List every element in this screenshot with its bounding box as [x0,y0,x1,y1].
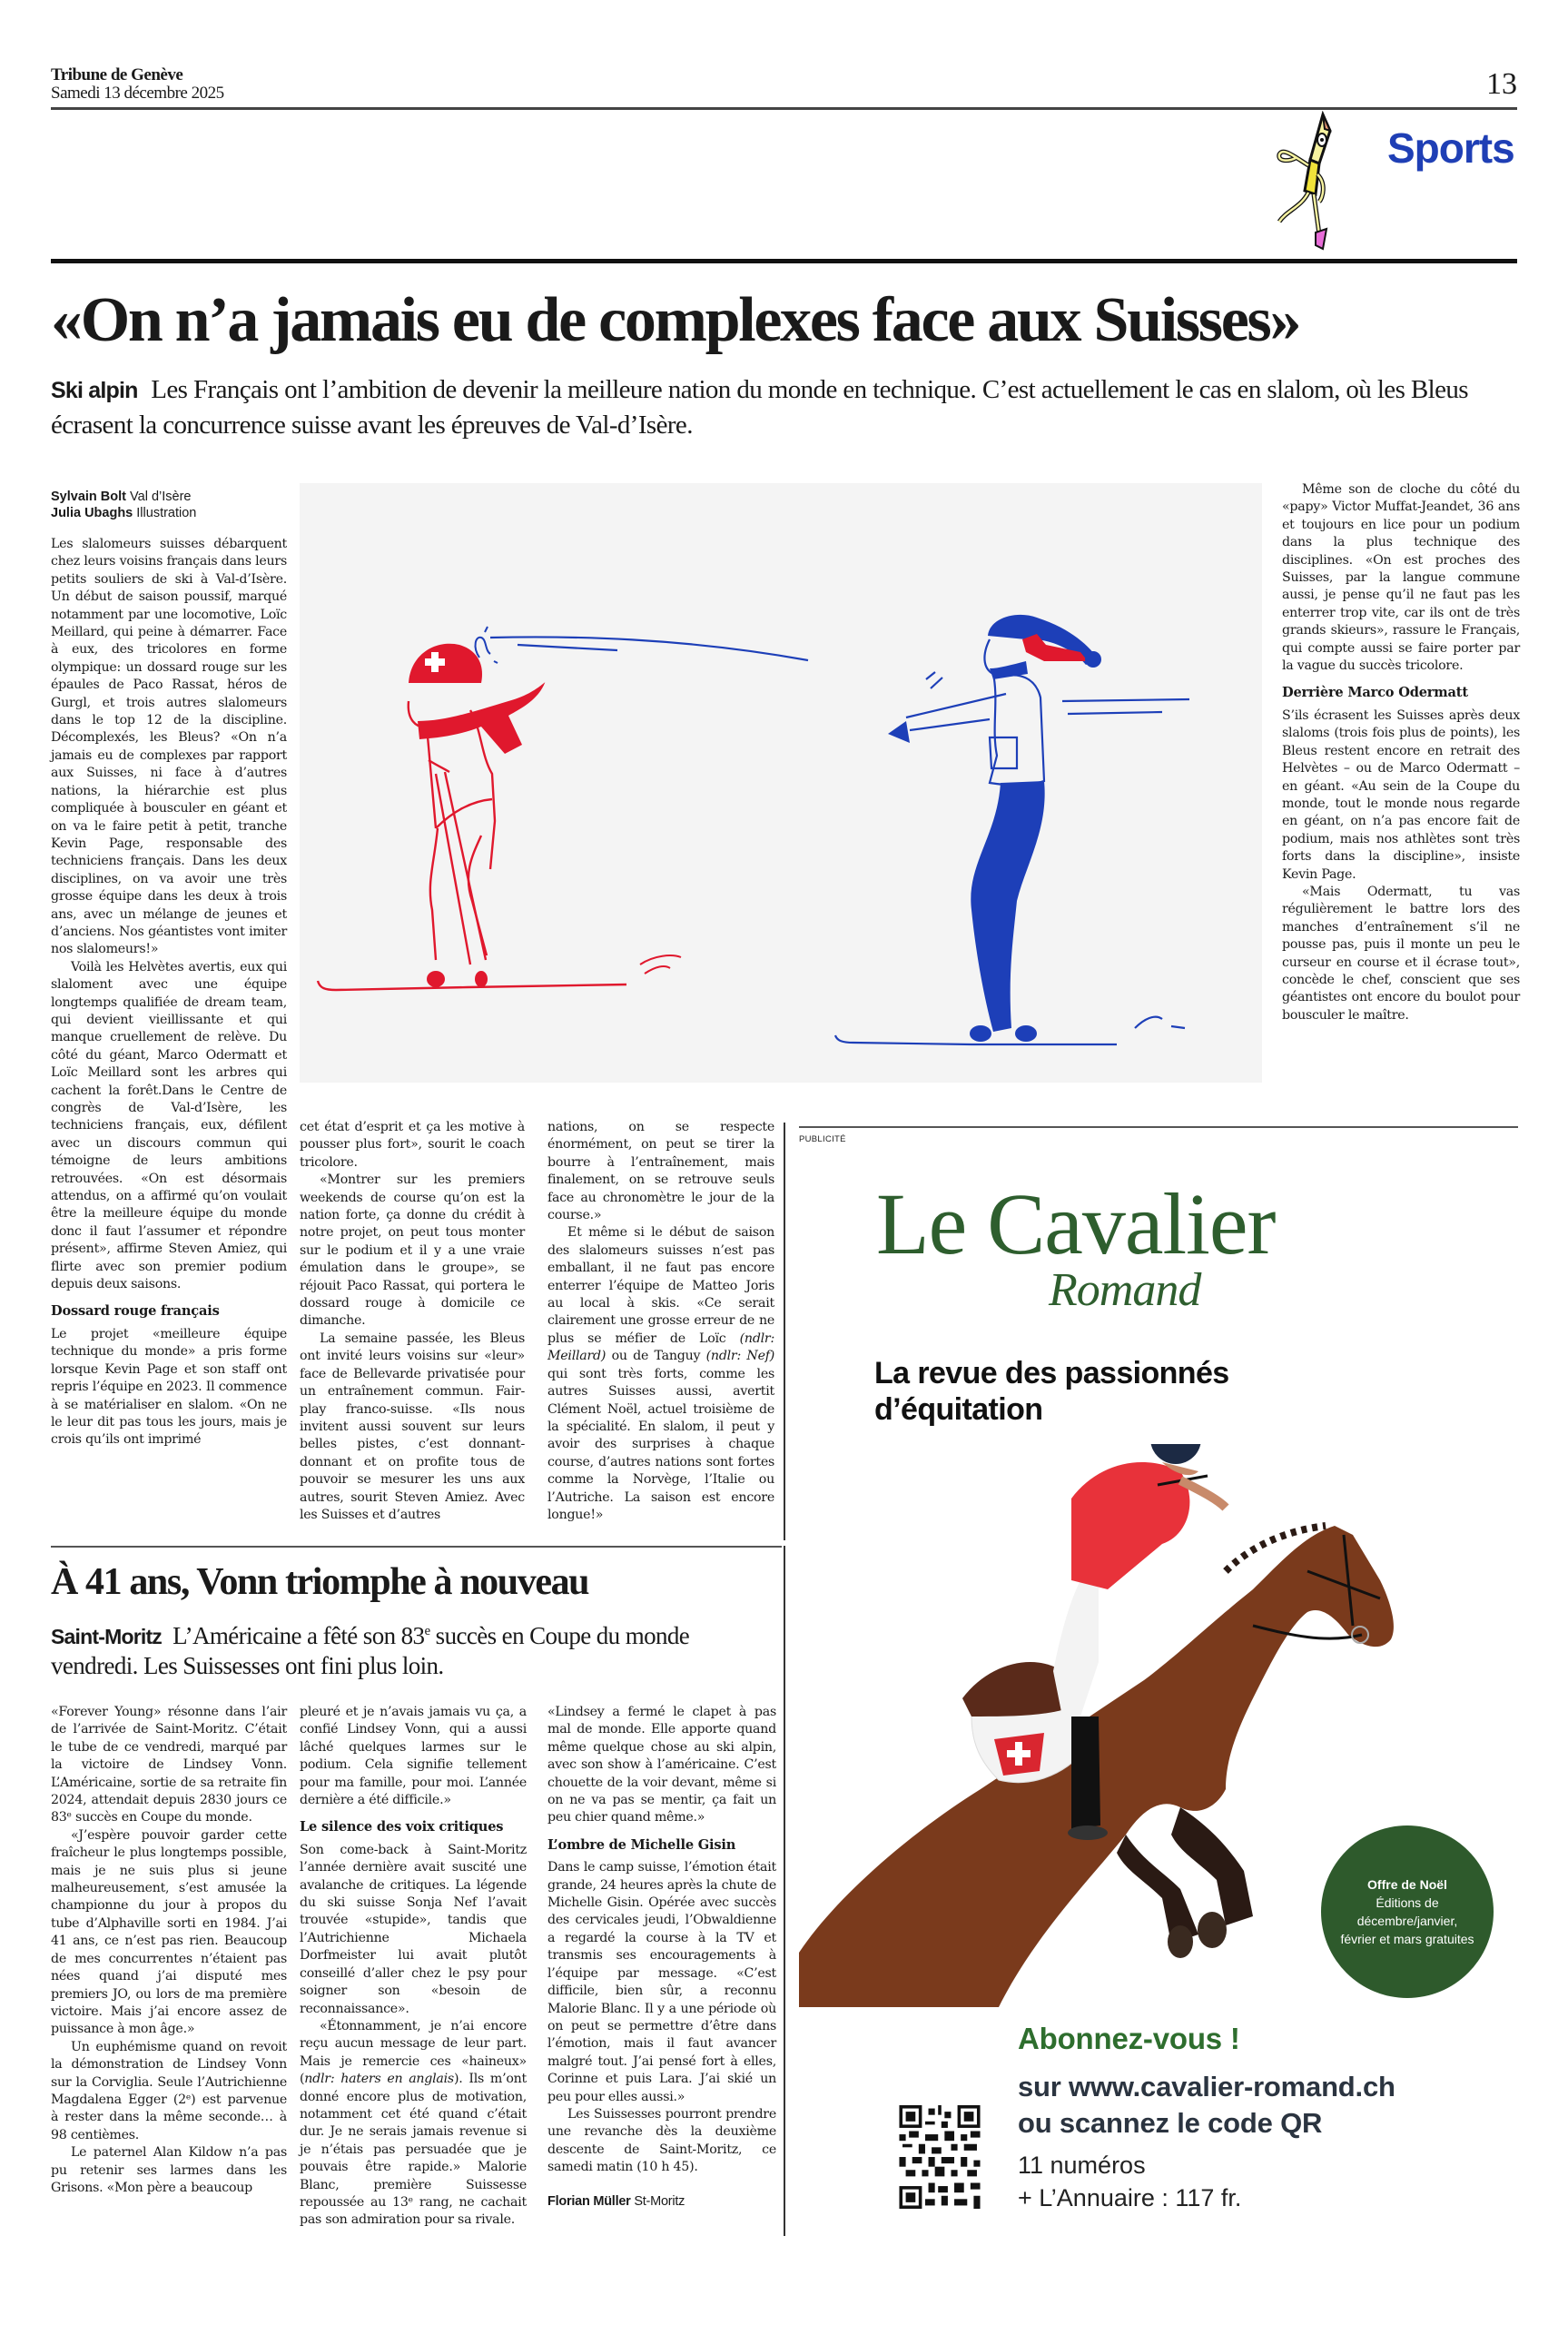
byline-illustrator: Julia Ubaghs Illustration [51,506,197,520]
article-lead-text: Les Français ont l’ambition de devenir la meilleure nation du monde en technique. C’est actuellement le cas en slalom, où les Bleus écrasent la concurrence suisse avant les épreuves de Val-d’Isère. [51,375,1468,440]
column-divider [784,1123,785,1540]
article-kicker: Ski alpin [51,378,138,403]
subscribe-heading: Abonnez-vous ! [1018,2022,1240,2055]
paragraph: «Étonnamment, je n’ai encore reçu aucun message de leur part. Mais je remercie ces «haineux» (ndlr: haters en anglais). Ils m’ont donné encore plus de motivation, notamment cet été quand c’était dur. Je ne serais jamais revenue si je n’étais pas persuadée que je pouvais être rapide.» Malorie Blanc, première Suissesse repoussée au 13ᵉ rang, ne cachait pas son admiration pour sa rivale. [300,2018,527,2228]
section-rule [51,259,1517,263]
article-column-2 [300,1119,525,1524]
subheading: L’ombre de Michelle Gisin [547,1836,736,1853]
christmas-offer-badge [1321,1825,1494,1998]
article-column-1 [51,536,287,1449]
paragraph: Le projet «meilleure équipe technique du monde» a pris forme lorsque Kevin Page et son staff ont repris l’équipe en 2023. Il commence à se matérialiser en slalom. «On ne le leur dit pas tous les jours, mais je crois qu’ils ont imprimé [51,1326,287,1448]
paragraph: Voilà les Helvètes avertis, eux qui slaloment avec une équipe longtemps qualifiée de dream team, qui devient vieillissante et qui manque cruellement de relève. Du côté du géant, Marco Odermatt et Loïc Meillard sont les arbres qui cachent la forêt.Dans le Centre de congrès de Val-d’Isère, les techniciens français, eux, défilent avec un discours commun qui témoigne de leurs ambitions retrouvées. «On est désormais attendus, on a affirmé qu’on voulait être la meilleure équipe du monde donc il faut l’assumer et répondre présent», affirme Steven Amiez, qui flirte avec son premier podium depuis deux saisons. [51,959,287,1292]
paragraph: Le paternel Alan Kildow n’a pas pu retenir ses larmes dans les Grisons. «Mon père a beaucoup [51,2145,287,2195]
issue-date: Samedi 13 décembre 2025 [51,84,224,103]
qr-code-icon[interactable] [899,2105,981,2209]
ad-label: PUBLICITÉ [799,1134,846,1144]
paragraph: Dans le camp suisse, l’émotion était grande, 24 heures après la chute de Michelle Gisin. Opérée avec succès des cervicales jeudi, l’Obwaldienne a regardé la course à la TV et transmis ses encouragements à l’équipe par message. «C’est difficile, bien sûr, a reconnu Malorie Blanc. Il y a une période où on peut se permettre d’être dans l’émotion, mais il faut avancer malgré tout. J’ai pensé fort à elles, Corinne et puis Lara. J’ai skié un peu pour elles aussi.» [547,1860,776,2104]
article2-column-1 [51,1704,287,2197]
section-label: Sports [1387,124,1514,172]
article-lead: Saint-Moritz L’Américaine a fêté son 83e succès en Coupe du monde vendredi. Les Suissesses ont fini plus loin. [51,1622,690,1679]
article2-column-2 [300,1704,527,2230]
ski-illustration [300,483,1262,1083]
paragraph: cet état d’esprit et ça les motive à pousser plus fort», sourit le coach tricolore. [300,1120,525,1170]
paragraph: Les slalomeurs suisses débarquent chez leurs voisins français dans leurs petits souliers de ski à Val-d’Isère. Un début de saison poussif, marqué notamment par une locomotive, Loïc Meillard, qui peine à démarrer. Face à eux, des tricolores en forme olympique: un dossard rouge sur les épaules de Paco Rassat, héros de Gurgl, et trois autres slalomeurs dans le top 12 de la discipline. Décomplexés, les Bleus? «On n’a jamais eu de complexes par rapport aux Suisses, ni face à d’autres nations, la hiérarchie est plus compliquée à bousculer en géant et on va le faire petit à petit, tranche Kevin Page, responsable des techniciens français. Dans les deux disciplines, on va avoir une très grosse équipe dans les deux à trois ans, avec un mélange de jeunes et d’anciens. Nos géantistes vont imiter nos slalomeurs!» [51,537,287,957]
paragraph: «Lindsey a fermé le clapet à pas mal de monde. Elle apporte quand même quelque chose au ski alpin, avec son show à l’américaine. C’est chouette de la voir devant, même si on ne va pas se mentir, ça fait un peu chier quand même.» [547,1705,776,1825]
article-column-3 [547,1119,774,1524]
ad-brand-name[interactable]: Le Cavalier [876,1175,1276,1272]
paragraph: «Mais Odermatt, tu vas régulièrement le battre lors des manches d’entraînement s’il ne pousse pas, puis il monte un peu le curseur en course et il écrase tout», concède le chef, conscient que ses géantistes ont encore du boulot pour bousculer le maître. [1282,884,1520,1023]
subscription-price: 11 numéros + L’Annuaire : 117 fr. [1018,2152,1242,2211]
subheading: Derrière Marco Odermatt [1282,685,1468,701]
article-kicker: Saint-Moritz [51,1625,162,1648]
article-byline: Florian Müller St-Moritz [547,2193,685,2209]
page-number: 13 [1486,67,1517,101]
paragraph: Même son de cloche du côté du «papy» Victor Muffat-Jeandet, 36 ans et toujours en lice pour un podium dans la plus technique des disciplines. «On est proches des Suisses, par la langue commune aussi, je pense qu’il ne faut pas les enterrer trop vite, car ils ont de très grands skieurs», rassure le Français, qui compte aussi se faire porter par la vague du succès tricolore. [1282,482,1520,674]
paragraph: Son come-back à Saint-Moritz l’année dernière avait suscité une avalanche de critiques. La légende du ski suisse Sonja Nef l’avait trouvée «stupide», tandis que l’Autrichienne Michaela Dorfmeister lui avait plutôt conseillé d’aller chez le psy pour soigner son «besoin de reconnaissance». [300,1842,527,2016]
paragraph: S’ils écrasent les Suisses après deux slaloms (trois fois plus de points), les Bleus restent encore en retrait des Helvètes – ou de Marco Odermatt – en géant. «Au sein de la Coupe du monde, tout le monde nous regarde en géant, on n’a pas encore fait de podium, mais nos athlètes sont très forts dans la discipline», insiste Kevin Page. [1282,707,1520,882]
byline-author: Sylvain Bolt Val d’Isère [51,490,192,504]
article-rule [51,1546,782,1548]
paragraph: nations, on se respecte énormément, on peut se tirer la bourre à l’entraînement, mais finalement, on se retrouve seuls face au chronomètre le jour de la course.» [547,1120,774,1223]
badge-text: Éditions de décembre/janvier, février et mars gratuites [1340,1895,1474,1946]
article-byline [51,489,196,521]
subheading: Le silence des voix critiques [300,1819,504,1835]
subheading: Dossard rouge français [51,1303,220,1320]
ad-rule [799,1126,1518,1128]
paragraph: pleuré et je n’avais jamais vu ça, a confié Lindsey Vonn, qui a aussi lâché quelques larmes sur le podium. Cela signifie tellement pour ma famille, pour moi. L’année dernière a été difficile.» [300,1705,527,1808]
publication-name: Tribune de Genève [51,65,183,84]
paragraph: «Montrer sur les premiers weekends de course qu’on est la nation forte, ça donne du crédit à notre projet, on peut tous monter sur le podium et il y a une vraie émulation dans le groupe», se réjouit Paco Rassat, qui portera le dossard rouge à domicile ce dimanche. [300,1172,525,1329]
article-column-4 [1282,481,1520,1024]
badge-title: Offre de Noël [1367,1877,1447,1892]
running-pencil-mascot-icon [1267,111,1366,256]
ad-tagline: La revue des passionnés d’équitation [874,1356,1229,1427]
paragraph: Un euphémisme quand on revoit la démonstration de Lindsey Vonn sur la Corviglia. Seule l’Autrichienne Magdalena Egger (2ᵉ) est parvenue à rester dans la même seconde… à 98 centièmes. [51,2039,287,2142]
column-divider [784,1546,785,2236]
article-headline: À 41 ans, Vonn triomphe à nouveau [51,1561,589,1603]
ad-brand-subname: Romand [1049,1264,1201,1316]
paragraph: Les Suissesses pourront prendre une revanche dès la deuxième descente de Saint-Moritz, ce samedi matin (10 h 45). [547,2106,776,2175]
paragraph: «J’espère pouvoir garder cette fraîcheur le plus longtemps possible, mais je ne suis plus si jeune malheureusement, s’est amusée la championne du jour à propos du tube d’Alphaville sorti en 1984. J’ai 41 ans, ce n’est pas rien. Beaucoup de mes concurrentes n’étaient pas nées quand j’ai disputé mes premiers JO, ou lors de ma première victoire. Mais j’ai encore assez de puissance à mon âge.» [51,1827,287,2037]
subscribe-url[interactable]: sur www.cavalier-romand.ch ou scannez le code QR [1018,2071,1395,2139]
paragraph: «Forever Young» résonne dans l’air de l’arrivée de Saint-Moritz. C’était le tube de ce vendredi, marqué par la victoire de Lindsey Vonn. L’Américaine, sortie de sa retraite fin 2024, attendait depuis 2830 jours ce 83ᵉ succès en Coupe du monde. [51,1705,287,1825]
paragraph: La semaine passée, les Bleus ont invité leurs voisins sur «leur» face de Bellevarde privatisée pour un entraînement commun. Fair-play franco-suisse. «Ils nous invitent aussi souvent sur leurs belles pistes, c’est donnant-donnant et on profite tous de pouvoir se mesurer les uns aux autres, sourit Steven Amiez. Avec les Suisses et d’autres [300,1331,525,1522]
paragraph: Et même si le début de saison des slalomeurs suisses n’est pas emballant, il ne faut pas encore enterrer l’équipe de Matteo Joris au local à skis. «Ce serait clairement une grosse erreur de ne plus se méfier de Loïc (ndlr: Meillard) ou de Tanguy (ndlr: Nef) qui sont très forts, comme les autres Suisses aussi, avertit Clément Noël, actuel troisième de la spécialité. En slalom, il peut y avoir des surprises à chaque course, d’autres nations sont fortes comme la Norvège, l’Italie ou l’Autriche. La saison est encore longue!» [547,1225,774,1522]
article2-column-3 [547,1704,776,2210]
header-rule [51,107,1517,110]
article-headline: «On n’a jamais eu de complexes face aux Suisses» [51,285,1300,355]
article-lead [51,372,1504,442]
